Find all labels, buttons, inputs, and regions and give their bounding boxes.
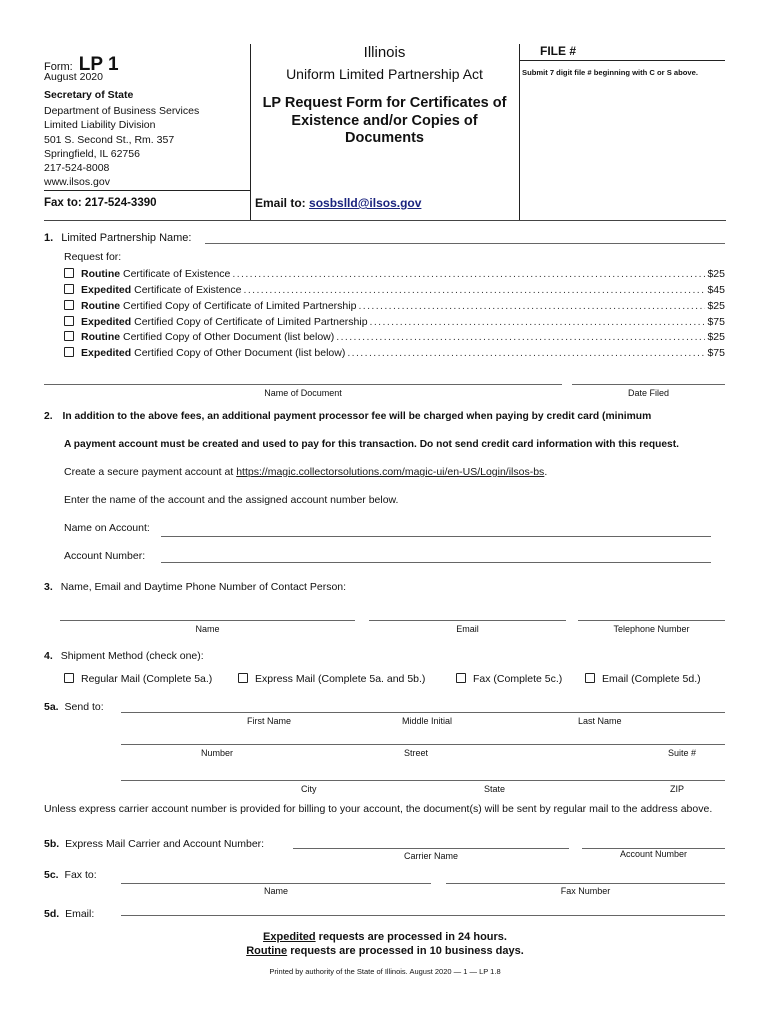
section5b-num: 5b. <box>44 838 60 850</box>
create-account-prefix: Create a secure payment account at <box>64 466 237 478</box>
agency-line: Springfield, IL 62756 <box>44 147 140 160</box>
expedited-rest: requests are processed in 24 hours. <box>315 931 507 943</box>
date-filed-input[interactable] <box>572 384 725 385</box>
shipment-option-express[interactable] <box>238 673 425 685</box>
checkbox[interactable] <box>585 673 595 683</box>
checkbox[interactable] <box>64 284 74 294</box>
fax-number-input[interactable] <box>446 883 725 884</box>
file-number-field[interactable] <box>519 60 725 61</box>
checkbox[interactable] <box>456 673 466 683</box>
checkbox[interactable] <box>64 316 74 326</box>
request-kind: Expedited <box>81 316 132 328</box>
request-kind: Routine <box>81 268 121 280</box>
checkbox[interactable] <box>64 347 74 357</box>
date-filed-label: Date Filed <box>627 388 670 398</box>
fax-number-label: Fax Number <box>560 886 611 896</box>
city-label: City <box>301 784 317 794</box>
email-to <box>255 196 421 210</box>
request-desc: Certificate of Existence <box>134 284 242 296</box>
checkbox[interactable] <box>64 268 74 278</box>
number-label: Number <box>201 748 234 758</box>
leader-dots <box>336 331 705 343</box>
send-to-name-input[interactable] <box>121 712 725 713</box>
request-price: $25 <box>707 300 725 312</box>
state-name: Illinois <box>363 44 406 61</box>
carrier-name-input[interactable] <box>293 848 569 849</box>
shipment-option-label: Express Mail (Complete 5a. and 5b.) <box>255 673 426 685</box>
agency-line: Limited Liability Division <box>44 119 156 132</box>
request-item-routine-other[interactable] <box>64 331 725 346</box>
file-note: Submit 7 digit file # beginning with C or S above. <box>522 68 698 77</box>
email-link[interactable]: sosbslld@ilsos.gov <box>309 196 422 210</box>
send-to-label: Send to: <box>64 701 104 713</box>
section1-heading <box>44 232 191 244</box>
shipment-option-label: Fax (Complete 5c.) <box>473 673 563 685</box>
create-account-text <box>64 466 547 478</box>
first-name-label: First Name <box>247 716 292 726</box>
shipment-option-email[interactable] <box>585 673 701 685</box>
checkbox[interactable] <box>64 673 74 683</box>
contact-phone-input[interactable] <box>578 620 725 621</box>
last-name-label: Last Name <box>578 716 622 726</box>
header-divider-right <box>519 44 520 220</box>
file-label: FILE # <box>540 44 577 58</box>
expedited-note <box>0 931 770 943</box>
regular-mail-notice: Unless express carrier account number is provided for billing to your account, the document(s) will be sent by regular mail to the address above. <box>44 803 713 815</box>
fax-to-label: Fax to: <box>64 869 97 881</box>
checkbox[interactable] <box>238 673 248 683</box>
carrier-account-label: Account Number <box>619 849 688 859</box>
agency-line: 501 S. Second St., Rm. 357 <box>44 133 175 146</box>
request-desc: Certified Copy of Certificate of Limited Partnership <box>134 316 368 328</box>
agency-line: Department of Business Services <box>44 105 200 117</box>
section5c-heading <box>44 869 97 881</box>
leader-dots <box>370 316 706 328</box>
email-input[interactable] <box>121 915 725 916</box>
request-price: $25 <box>707 331 725 343</box>
checkbox[interactable] <box>64 300 74 310</box>
section3-num: 3. <box>44 581 53 593</box>
routine-word: Routine <box>246 945 288 957</box>
form-prefix: Form: <box>44 61 73 73</box>
section4-heading <box>44 650 204 662</box>
section5d-heading <box>44 908 94 920</box>
agency-line: 217-524-8008 <box>44 162 110 175</box>
section5d-num: 5d. <box>44 908 60 920</box>
shipment-option-label: Regular Mail (Complete 5a.) <box>81 673 213 685</box>
section5a-heading <box>44 701 104 713</box>
shipment-option-fax[interactable] <box>456 673 562 685</box>
act-name: Uniform Limited Partnership Act <box>286 66 483 82</box>
payment-account-notice: A payment account must be created and used to pay for this transaction. Do not send credit card information with this request. <box>64 439 679 450</box>
form-date: August 2020 <box>44 71 103 83</box>
send-to-city-input[interactable] <box>121 780 725 781</box>
section5a-num: 5a. <box>44 701 59 713</box>
leader-dots <box>244 284 706 296</box>
request-item-routine-certificate[interactable] <box>64 300 725 315</box>
request-item-expedited-other[interactable] <box>64 347 725 362</box>
lp-name-label: Limited Partnership Name: <box>61 232 192 244</box>
request-item-routine-existence[interactable] <box>64 268 725 283</box>
leader-dots <box>347 347 705 359</box>
fax-name-input[interactable] <box>121 883 431 884</box>
carrier-name-label: Carrier Name <box>403 851 458 861</box>
shipment-method-label: Shipment Method (check one): <box>60 650 204 662</box>
create-account-suffix: . <box>544 466 548 478</box>
request-desc: Certified Copy of Certificate of Limited Partnership <box>123 300 357 312</box>
expedited-word: Expedited <box>263 931 316 943</box>
request-item-expedited-existence[interactable] <box>64 284 725 299</box>
request-price: $75 <box>707 316 725 328</box>
fax-name-label: Name <box>263 886 288 896</box>
express-carrier-label: Express Mail Carrier and Account Number: <box>65 838 265 850</box>
printed-by-footer: Printed by authority of the State of Illinois. August 2020 — 1 — LP 1.8 <box>269 967 501 976</box>
request-kind: Expedited <box>81 347 132 359</box>
form-title: LP Request Form for Certificates of Existence and/or Copies of Documents <box>262 95 507 146</box>
street-label: Street <box>404 748 429 758</box>
leader-dots <box>358 300 705 312</box>
section2-fee-notice <box>44 411 651 422</box>
suite-label: Suite # <box>668 748 697 758</box>
routine-rest: requests are processed in 10 business days. <box>287 945 524 957</box>
shipment-option-regular[interactable] <box>64 673 212 685</box>
request-price: $45 <box>707 284 725 296</box>
account-number-label: Account Number: <box>64 550 146 562</box>
header-left-rule <box>44 190 250 191</box>
form-id: LP 1 <box>78 54 119 75</box>
section2-num: 2. <box>44 411 53 422</box>
account-number-input[interactable] <box>161 562 711 563</box>
contact-email-label: Email <box>456 624 479 634</box>
name-on-account-input[interactable] <box>161 536 711 537</box>
contact-name-input[interactable] <box>60 620 355 621</box>
enter-account-text: Enter the name of the account and the assigned account number below. <box>64 494 399 506</box>
request-for-label: Request for: <box>64 251 122 263</box>
request-kind: Routine <box>81 331 121 343</box>
shipment-option-label: Email (Complete 5d.) <box>602 673 701 685</box>
agency-title: Secretary of State <box>44 89 134 101</box>
request-kind: Routine <box>81 300 121 312</box>
contact-person-label: Name, Email and Daytime Phone Number of Contact Person: <box>60 581 347 593</box>
agency-website: www.ilsos.gov <box>44 176 110 189</box>
state-label: State <box>484 784 506 794</box>
send-to-address-input[interactable] <box>121 744 725 745</box>
request-item-expedited-certificate[interactable] <box>64 316 725 331</box>
section3-heading <box>44 581 346 593</box>
agency-address <box>44 104 199 190</box>
zip-label: ZIP <box>670 784 685 794</box>
request-desc: Certified Copy of Other Document (list below) <box>123 331 335 343</box>
section1-num: 1. <box>44 232 54 244</box>
document-name-label: Name of Document <box>264 388 342 398</box>
leader-dots <box>232 268 705 280</box>
checkbox[interactable] <box>64 331 74 341</box>
request-price: $25 <box>707 268 725 280</box>
routine-note <box>0 945 770 957</box>
section5b-heading <box>44 838 264 850</box>
contact-email-input[interactable] <box>369 620 566 621</box>
request-desc: Certificate of Existence <box>123 268 231 280</box>
request-desc: Certified Copy of Other Document (list below) <box>134 347 346 359</box>
name-on-account-label: Name on Account: <box>64 522 150 534</box>
section5c-num: 5c. <box>44 869 59 881</box>
document-name-input[interactable] <box>44 384 562 385</box>
middle-initial-label: Middle Initial <box>402 716 453 726</box>
header-bottom-rule <box>44 220 726 221</box>
section4-num: 4. <box>44 650 53 662</box>
payment-portal-link[interactable]: https://magic.collectorsolutions.com/magic-ui/en-US/Login/ilsos-bs <box>236 466 545 478</box>
email-label: Email: <box>65 908 95 920</box>
lp-name-input[interactable] <box>205 243 725 244</box>
contact-name-label: Name <box>195 624 220 634</box>
fax-number: Fax to: 217-524-3390 <box>44 197 157 209</box>
request-kind: Expedited <box>81 284 132 296</box>
contact-phone-label: Telephone Number <box>613 624 690 634</box>
email-prefix: Email to: <box>255 196 310 210</box>
request-price: $75 <box>707 347 725 359</box>
fee-notice-text: In addition to the above fees, an additional payment processor fee will be charged when paying by credit card (minimum <box>62 411 652 422</box>
